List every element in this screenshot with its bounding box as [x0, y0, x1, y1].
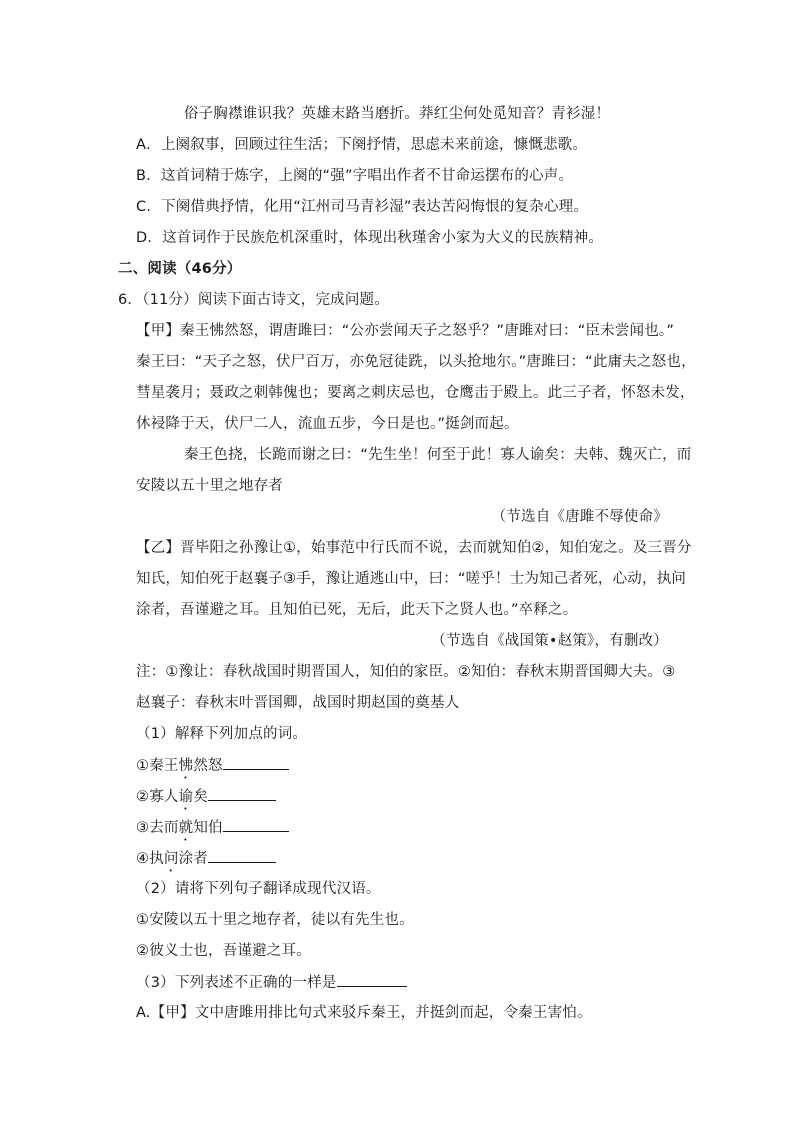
jia-source: （节选自《唐雎不辱使命》 [491, 509, 668, 525]
jia-para2-line-2: 安陵以五十里之地存者 [136, 478, 283, 494]
notes-line-2: 赵襄子：春秋末叶晋国卿，战国时期赵国的奠基人 [136, 695, 460, 711]
jia-para2-line-1: 秦王色挠，长跪而谢之曰：“先生坐！何至于此！寡人谕矣：夫韩、魏灭亡，而 [184, 447, 692, 463]
jia-line-1: 【甲】秦王怫然怒，谓唐雎曰：“公亦尝闻天子之怒乎？”唐雎对曰：“臣未尝闻也。” [136, 323, 675, 339]
sub1-item-2 [136, 786, 276, 813]
yi-source: （节选自《战国策•赵策》，有删改） [431, 633, 668, 649]
dotted-word: 就 [178, 820, 194, 836]
jia-line-3: 彗星袭月；聂政之刺韩傀也；要离之刺庆忌也，仓鹰击于殿上。此三子者，怀怒未发， [136, 385, 695, 401]
item-suffix: 然怒 [193, 758, 223, 774]
sub3-title: （3）下列表述不正确的一样是 [136, 975, 337, 991]
answer-blank[interactable] [223, 817, 289, 832]
item-suffix: 涂者 [178, 851, 209, 867]
answer-blank[interactable] [208, 848, 276, 863]
item-prefix: ①秦王 [136, 758, 179, 774]
sub1-item-1 [136, 755, 289, 782]
poem-last-line: 俗子胸襟谁识我？英雄末路当磨折。莽红尘何处觅知音？青衫湿！ [183, 106, 611, 122]
section-title: 二、阅读（46分） [118, 261, 242, 277]
notes-line-1: 注：①豫让：春秋战国时期晋国人，知伯的家臣。②知伯：春秋末期晋国卿大夫。③ [136, 664, 676, 680]
sub2-item-2: ②彼义士也，吾谨避之耳。 [136, 943, 311, 959]
sub3-title-row [136, 972, 407, 993]
q6-heading: 6．（11分）阅读下面古诗文，完成问题。 [118, 292, 389, 308]
q5-option-d: D．这首词作于民族危机深重时，体现出秋瑾舍小家为大义的民族精神。 [136, 230, 604, 246]
dotted-word: 问 [163, 851, 179, 867]
sub1-title: （1）解释下列加点的词。 [136, 726, 308, 742]
answer-blank[interactable] [208, 786, 276, 801]
yi-line-1: 【乙】晋毕阳之孙豫让①，始事范中行氏而不说，去而就知伯②，知伯宠之。及三晋分 [136, 540, 692, 556]
yi-line-3: 涂者，吾谨避之耳。且知伯已死，无后，此天下之贤人也。”卒释之。 [136, 602, 578, 618]
q5-option-a: A．上阕叙事，回顾过往生活；下阕抒情，思虑未来前途，慷慨悲歌。 [136, 137, 588, 153]
dotted-word: 谕 [178, 789, 194, 805]
jia-line-2: 秦王曰：“天子之怒，伏尸百万，亦免冠徒跣，以头抢地尔。”唐雎曰：“此庸夫之怒也， [136, 354, 696, 370]
item-prefix: ③去而 [136, 820, 179, 836]
q5-option-b: B．这首词精于炼字，上阕的“强”字唱出作者不甘命运摆布的心声。 [136, 168, 574, 184]
sub3-option-a: A.【甲】文中唐雎用排比句式来驳斥秦王，并挺剑而起，令秦王害怕。 [136, 1005, 592, 1021]
answer-blank[interactable] [223, 755, 289, 770]
item-prefix: ②寡人 [136, 789, 179, 805]
sub2-title: （2）请将下列句子翻译成现代汉语。 [136, 881, 381, 897]
sub2-item-1: ①安陵以五十里之地存者，徒以有先生也。 [136, 912, 414, 928]
jia-line-4: 休祲降于天，伏尸二人，流血五步，今日是也。”挺剑而起。 [136, 416, 519, 432]
answer-blank[interactable] [337, 972, 407, 987]
yi-line-2: 知氏，知伯死于赵襄子③手，豫让遁逃山中，曰：“嗟乎！士为知己者死，心动，执问 [136, 571, 687, 587]
q5-option-c: C．下阕借典抒情，化用“江州司马青衫湿”表达苦闷悔恨的复杂心理。 [136, 199, 589, 215]
item-suffix: 矣 [193, 789, 209, 805]
dotted-word: 怫 [178, 758, 194, 774]
item-suffix: 知伯 [193, 820, 223, 836]
sub1-item-3 [136, 817, 289, 844]
item-prefix: ④执 [136, 851, 164, 867]
sub1-item-4 [136, 848, 276, 875]
